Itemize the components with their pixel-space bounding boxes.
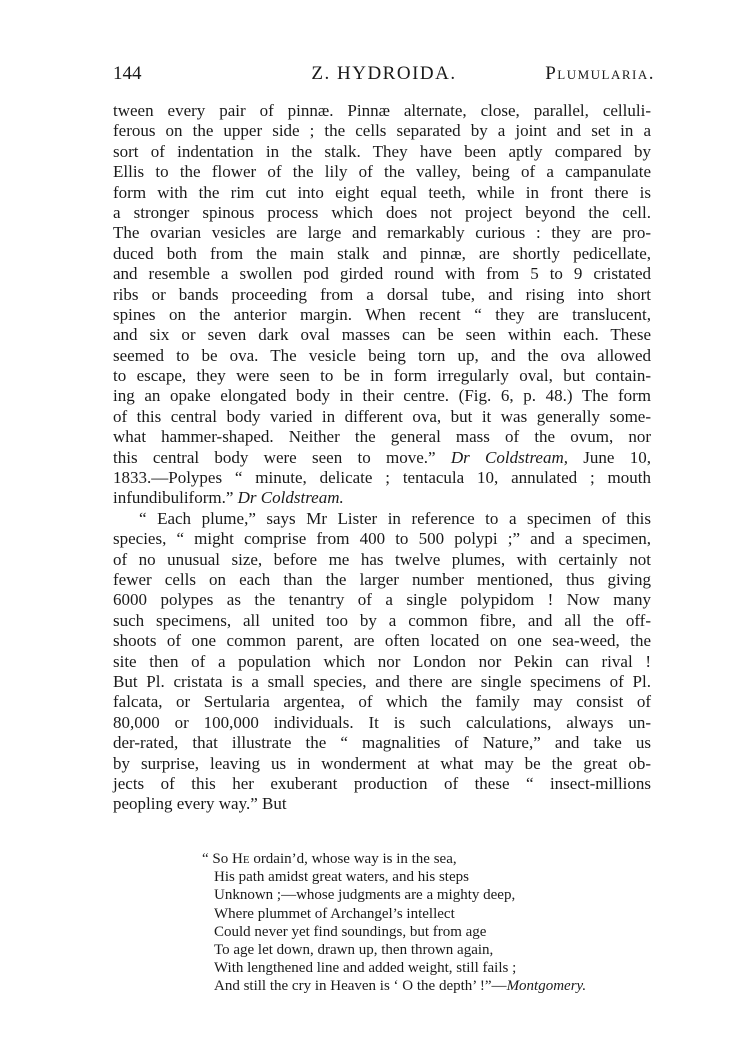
text-line: spines on the anterior margin. When recent “ they are translucent, xyxy=(113,304,651,324)
text-line: Ellis to the flower of the lily of the valley, being of a campanulate xyxy=(113,162,651,182)
text-line: seemed to be ova. The vesicle being torn up, and the ova allowed xyxy=(113,345,651,365)
text-line: site then of a population which nor London nor Pekin can rival ! xyxy=(113,651,651,671)
running-title: Z. HYDROIDA. xyxy=(311,63,457,84)
text-line: and resemble a swollen pod girded round with from 5 to 9 cristated xyxy=(113,264,651,284)
poem-line: Where plummet of Archangel’s intellect xyxy=(214,905,455,922)
small-caps-word: He xyxy=(232,851,250,867)
text-line: ribs or bands proceeding from a dorsal tube, and rising into short xyxy=(113,284,651,304)
text-line: shoots of one common parent, are often located on one sea-weed, the xyxy=(113,631,651,651)
body-text xyxy=(113,101,651,815)
text-line: 80,000 or 100,000 individuals. It is such calculations, always un- xyxy=(113,712,651,732)
text-line: The ovarian vesicles are large and remarkably curious : they are pro- xyxy=(113,223,651,243)
text-line: ferous on the upper side ; the cells separated by a joint and set in a xyxy=(113,121,651,141)
poem-line: “ So He ordain’d, whose way is in the sea, xyxy=(202,851,457,867)
citation-author: Dr Coldstream, xyxy=(450,447,568,467)
poem-line: To age let down, drawn up, then thrown again, xyxy=(214,941,494,958)
text-line: 1833.—Polypes “ minute, delicate ; tentacula 10, annulated ; mouth xyxy=(113,468,651,488)
text-line: of no unusual size, before me has twelve plumes, with certainly not xyxy=(113,549,651,569)
text-line: such specimens, all united too by a common fibre, and all the off- xyxy=(113,610,651,630)
paragraph-1 xyxy=(113,101,651,509)
text-line: peopling every way.” But xyxy=(113,794,287,814)
text-line: to escape, they were seen to be in form irregularly oval, but contain- xyxy=(113,366,651,386)
quote-end: this central body were seen to move.” xyxy=(113,447,436,467)
page-number: 144 xyxy=(113,63,142,84)
text-line: what hammer-shaped. Neither the general mass of the ovum, nor xyxy=(113,427,651,447)
text-line: of this central body varied in different ova, but it was generally some- xyxy=(113,406,651,426)
text-line: tween every pair of pinnæ. Pinnæ alternate, close, parallel, celluli- xyxy=(113,101,651,120)
poem-attribution: Montgomery. xyxy=(506,978,587,995)
text-line: by surprise, leaving us in wonderment at what may be the great ob- xyxy=(113,753,651,773)
text-line-citation xyxy=(113,488,651,508)
text-line: fewer cells on each than the larger number mentioned, thus giving xyxy=(113,569,651,589)
text-line: jects of this her exuberant production of these “ insect-millions xyxy=(113,773,651,793)
poem-line: Could never yet find soundings, but from age xyxy=(214,923,487,940)
text-line: sort of indentation in the stalk. They have been aptly compared by xyxy=(113,141,651,161)
text-line: falcata, or Sertularia argentea, of which the family may consist of xyxy=(113,692,651,712)
text-line: ing an opake elongated body in their centre. (Fig. 6, p. 48.) The form xyxy=(113,386,651,406)
text-line: form with the rim cut into eight equal teeth, while in front there is xyxy=(113,182,651,202)
poem-line: Unknown ;—whose judgments are a mighty deep, xyxy=(214,887,516,904)
text-line: “ Each plume,” says Mr Lister in reference to a specimen of this xyxy=(139,508,651,528)
poem-quotation xyxy=(202,850,642,996)
citation-date: June 10, xyxy=(583,447,651,467)
page-header xyxy=(113,60,655,88)
text-line: der-rated, that illustrate the “ magnalities of Nature,” and take us xyxy=(113,733,651,753)
text-line: species, “ might comprise from 400 to 500 polypi ;” and a specimen, xyxy=(113,529,651,549)
poem-line: With lengthened line and added weight, still fails ; xyxy=(214,960,517,977)
poem-line: His path amidst great waters, and his steps xyxy=(214,869,469,886)
text-line: and six or seven dark oval masses can be seen within each. These xyxy=(113,325,651,345)
citation-author: Dr Coldstream. xyxy=(237,488,344,508)
text-line: 6000 polypes as the tenantry of a single polypidom ! Now many xyxy=(113,590,651,610)
paragraph-2 xyxy=(113,509,651,815)
text-line: But Pl. cristata is a small species, and there are single specimens of Pl. xyxy=(113,671,651,691)
poem-line: And still the cry in Heaven is ‘ O the depth’ !”—Montgomery. xyxy=(214,978,587,995)
section-title: Plumularia. xyxy=(545,63,655,84)
text-line: a stronger spinous process which does not project beyond the cell. xyxy=(113,202,651,222)
text-line-citation xyxy=(113,448,651,468)
text-line: duced both from the main stalk and pinnæ, are shortly pedicellate, xyxy=(113,243,651,263)
quote-end: infundibuliform.” xyxy=(113,488,234,508)
